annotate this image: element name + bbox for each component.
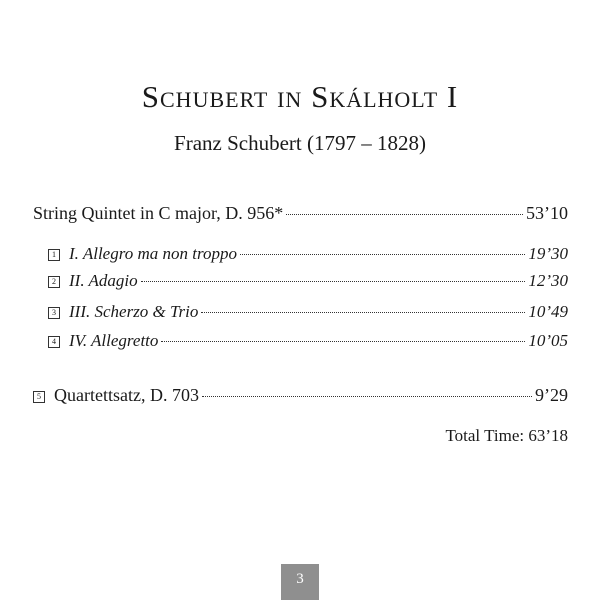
- dot-leader: [286, 214, 523, 215]
- track-number: 1: [48, 249, 60, 261]
- track-duration: 10’05: [528, 331, 568, 350]
- dot-leader: [141, 281, 526, 282]
- track-duration: 12’30: [528, 271, 568, 290]
- track-number: 5: [33, 391, 45, 403]
- track-number: 3: [48, 307, 60, 319]
- composer-subtitle: Franz Schubert (1797 – 1828): [174, 131, 426, 155]
- page-title: Schubert in Skálholt I: [141, 79, 459, 114]
- track-duration: 9’29: [535, 385, 568, 405]
- dot-leader: [201, 312, 525, 313]
- track-title: III. Scherzo & Trio: [69, 302, 199, 321]
- dot-leader: [161, 341, 525, 342]
- main-work-row: [33, 201, 568, 225]
- track-duration: 19’30: [528, 244, 568, 263]
- track-title: IV. Allegretto: [69, 331, 159, 350]
- dot-leader: [240, 254, 525, 255]
- track-number: 4: [48, 336, 60, 348]
- main-work-duration: 53’10: [526, 203, 568, 223]
- track-row: [48, 270, 568, 292]
- track-row: [48, 301, 568, 323]
- page-number: 3: [281, 564, 319, 600]
- track-title: I. Allegro ma non troppo: [69, 244, 237, 263]
- track-row: [48, 330, 568, 352]
- track-title: II. Adagio: [69, 271, 138, 290]
- track-row: [48, 243, 568, 265]
- track-row: [33, 383, 568, 407]
- track-number: 2: [48, 276, 60, 288]
- dot-leader: [202, 396, 532, 397]
- track-duration: 10’49: [528, 302, 568, 321]
- track-title: Quartettsatz, D. 703: [54, 385, 199, 405]
- total-time: Total Time: 63’18: [445, 426, 568, 445]
- main-work-title: String Quintet in C major, D. 956*: [33, 203, 284, 223]
